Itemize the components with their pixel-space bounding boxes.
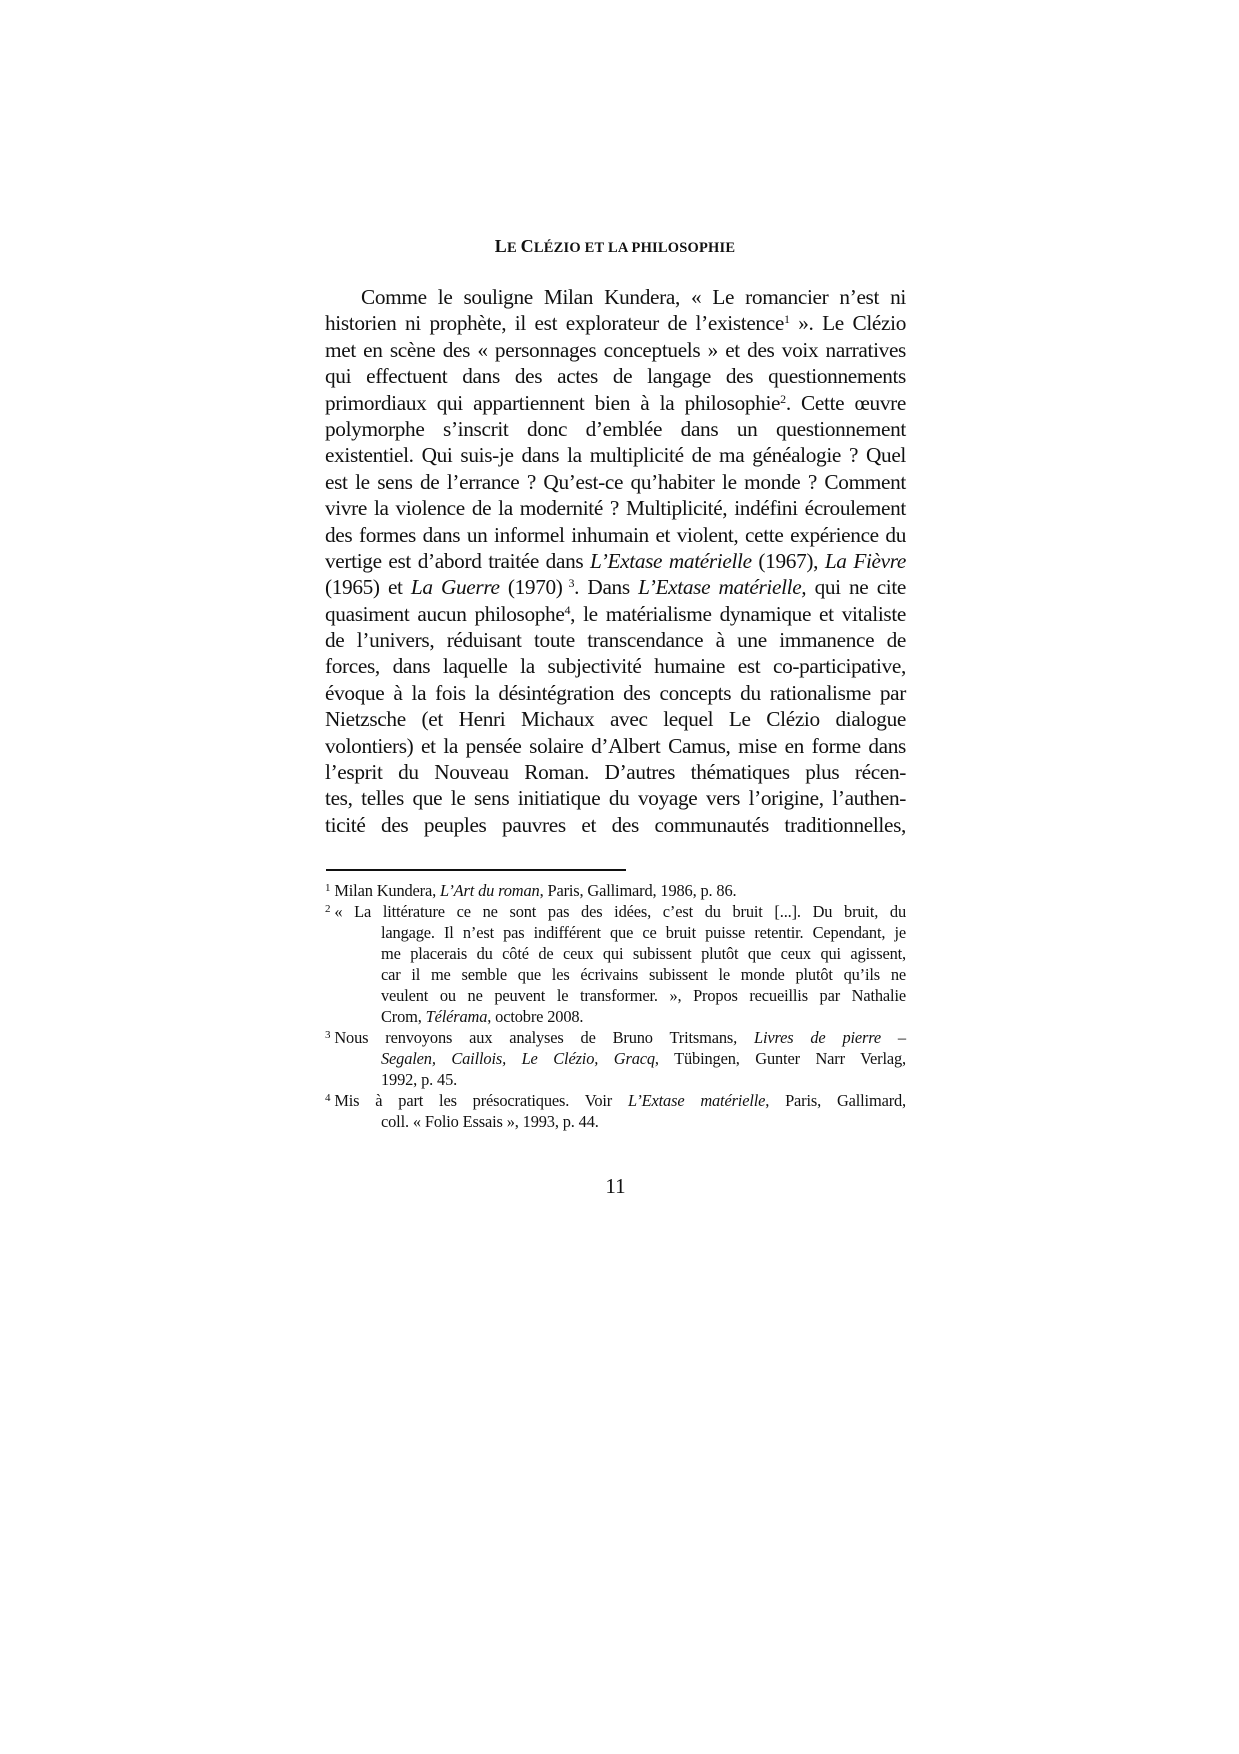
footnote-line <box>381 1006 906 1027</box>
footnote-reference: 2 <box>780 391 786 406</box>
text-run: (1967), <box>751 548 825 573</box>
body-line <box>325 759 906 785</box>
text-run: 1992, p. 45. <box>381 1070 458 1089</box>
text-run: ». Le Clézio <box>789 311 906 336</box>
title-initial-l: L <box>494 236 507 256</box>
footnote-line <box>381 964 906 985</box>
footnotes <box>325 880 906 1132</box>
italic-title: Segalen, Caillois, Le Clézio, Gracq <box>381 1049 655 1068</box>
text-run: des formes dans un informel inhumain et violent, cette expérience du <box>325 522 906 547</box>
text-run: langage. Il n’est pas indifférent que ce bruit puisse retentir. Cependant, je <box>381 923 906 942</box>
body-line <box>325 363 906 389</box>
italic-title: , Livres de pierre – <box>733 1028 906 1047</box>
text-run: , Tübingen, Gunter Narr Verlag, <box>654 1049 906 1068</box>
footnote-separator <box>326 869 626 871</box>
footnote-line: 2 « La littérature ce ne sont pas des idées, c’est du bruit [...]. Du bruit, du <box>325 902 906 921</box>
text-run: tes, telles que le sens initiatique du voyage vers l’origine, l’authen- <box>325 786 906 811</box>
body-line <box>325 733 906 759</box>
body-line <box>325 680 906 706</box>
footnote-2 <box>325 901 906 1027</box>
chapter-title <box>325 236 905 257</box>
italic-title: Télérama <box>425 1007 488 1026</box>
body-line <box>325 785 906 811</box>
body-line <box>325 812 906 838</box>
italic-title: L’Extase matérielle <box>590 548 752 573</box>
footnote-line <box>381 943 906 964</box>
footnote-line <box>381 985 906 1006</box>
text-run: vivre la violence de la modernité ? Multiplicité, indéfini écroulement <box>325 496 906 521</box>
text-run: , Paris, Gallimard, 1986, p. 86. <box>539 881 737 900</box>
body-line <box>325 442 906 468</box>
text-run: . Cette œuvre <box>785 390 906 415</box>
body-line <box>325 574 906 600</box>
text-run: coll. « Folio Essais », 1993, p. 44. <box>381 1112 599 1131</box>
footnote-line <box>381 922 906 943</box>
footnote-line: 4 Mis à part les présocratiques. Voir L’Extase matérielle, Paris, Gallimard, <box>325 1091 906 1110</box>
text-run: « La littérature ce ne sont pas des idées, c’est du bruit [...]. Du bruit, du <box>334 902 906 921</box>
text-run: veulent ou ne peuvent le transformer. », Propos recueillis par Nathalie <box>381 986 906 1005</box>
title-smallcaps-rest: LÉZIO ET LA PHILOSOPHIE <box>533 240 736 256</box>
text-run: qui ne cite <box>806 575 907 600</box>
text-run: est le sens de l’errance ? Qu’est-ce qu’habiter le monde ? Comment <box>325 469 906 494</box>
text-run: , le matérialisme dynamique et vitaliste <box>570 601 906 626</box>
title-initial-c: C <box>520 236 534 256</box>
text-run: qui effectuent dans des actes de langage des questionnements <box>325 364 906 389</box>
italic-title: L’Extase matérielle <box>627 1091 766 1110</box>
text-run: Comme le souligne Milan Kundera, « Le romancier n’est ni <box>361 285 906 309</box>
text-run: car il me semble que les écrivains subissent le monde plutôt qu’ils ne <box>381 965 906 984</box>
body-line <box>325 337 906 363</box>
text-run: (1970) <box>499 575 563 600</box>
footnote-reference: 4 <box>564 602 571 617</box>
body-paragraph <box>325 284 906 838</box>
body-line <box>325 469 906 495</box>
footnote-line <box>381 1069 906 1090</box>
footnote-line: 1 Milan Kundera, L’Art du roman, Paris, Gallimard, 1986, p. 86. <box>325 881 737 900</box>
text-run: quasiment aucun philosophe <box>325 601 565 626</box>
italic-title: L’Art du roman <box>440 881 540 900</box>
text-run: Nietzsche (et Henri Michaux avec lequel Le Clézio dialogue <box>325 707 906 732</box>
body-line <box>325 390 906 416</box>
title-smallcaps-e: E <box>506 240 521 256</box>
body-line <box>325 548 906 574</box>
italic-title: L’Extase matérielle, <box>638 575 807 600</box>
text-run: historien ni prophète, il est explorateur de l’existence <box>325 311 784 336</box>
body-line <box>325 601 906 627</box>
body-line <box>325 416 906 442</box>
text-run: Milan Kundera, <box>334 881 440 900</box>
body-line <box>325 627 906 653</box>
footnote-reference: 3 <box>562 576 575 591</box>
italic-title: La Fièvre <box>824 548 907 573</box>
page-number: 11 <box>605 1174 626 1198</box>
body-line <box>325 310 906 336</box>
text-run: polymorphe s’inscrit donc d’emblée dans un questionnement <box>325 416 906 441</box>
italic-title: La Guerre <box>410 575 500 600</box>
text-run: Nous renvoyons aux analyses de Bruno Tritsmans <box>334 1028 734 1047</box>
footnote-line <box>381 1111 906 1132</box>
text-run: évoque à la fois la désintégration des concepts du rationalisme par <box>325 680 906 705</box>
body-line <box>325 706 906 732</box>
text-run: (1965) et <box>325 575 411 600</box>
text-run: , Paris, Gallimard, <box>765 1091 906 1110</box>
text-run: forces, dans laquelle la subjectivité humaine est co-participative, <box>325 654 906 679</box>
text-run: l’esprit du Nouveau Roman. D’autres thématiques plus récen- <box>325 760 906 785</box>
text-run: existentiel. Qui suis-je dans la multiplicité de ma généalogie ? Quel <box>325 443 906 468</box>
text-run: , octobre 2008. <box>487 1007 584 1026</box>
footnote-3 <box>325 1027 906 1090</box>
text-run: vertige est d’abord traitée dans <box>325 548 591 573</box>
text-run: Mis à part les présocratiques. Voir <box>334 1091 628 1110</box>
text-run: volontiers) et la pensée solaire d’Albert Camus, mise en forme dans <box>325 733 906 758</box>
body-line <box>325 653 906 679</box>
body-line <box>325 522 906 548</box>
text-run: Crom, <box>381 1007 426 1026</box>
text-run: met en scène des « personnages conceptuels » et des voix narratives <box>325 337 906 362</box>
text-run: . Dans <box>574 575 639 600</box>
footnote-line: 3 Nous renvoyons aux analyses de Bruno Tritsmans, Livres de pierre – <box>325 1028 906 1047</box>
footnote-1 <box>325 880 906 901</box>
text-run: me placerais du côté de ceux qui subissent plutôt que ceux qui agissent, <box>381 944 906 963</box>
text-run: de l’univers, réduisant toute transcendance à une immanence de <box>325 628 906 653</box>
text-run: primordiaux qui appartiennent bien à la philosophie <box>325 390 781 415</box>
footnote-line <box>381 1048 906 1069</box>
footnote-reference: 1 <box>783 312 790 327</box>
footnote-4 <box>325 1090 906 1132</box>
body-line <box>325 495 906 521</box>
body-line <box>325 284 906 310</box>
text-run: ticité des peuples pauvres et des communautés traditionnelles, <box>325 812 906 837</box>
